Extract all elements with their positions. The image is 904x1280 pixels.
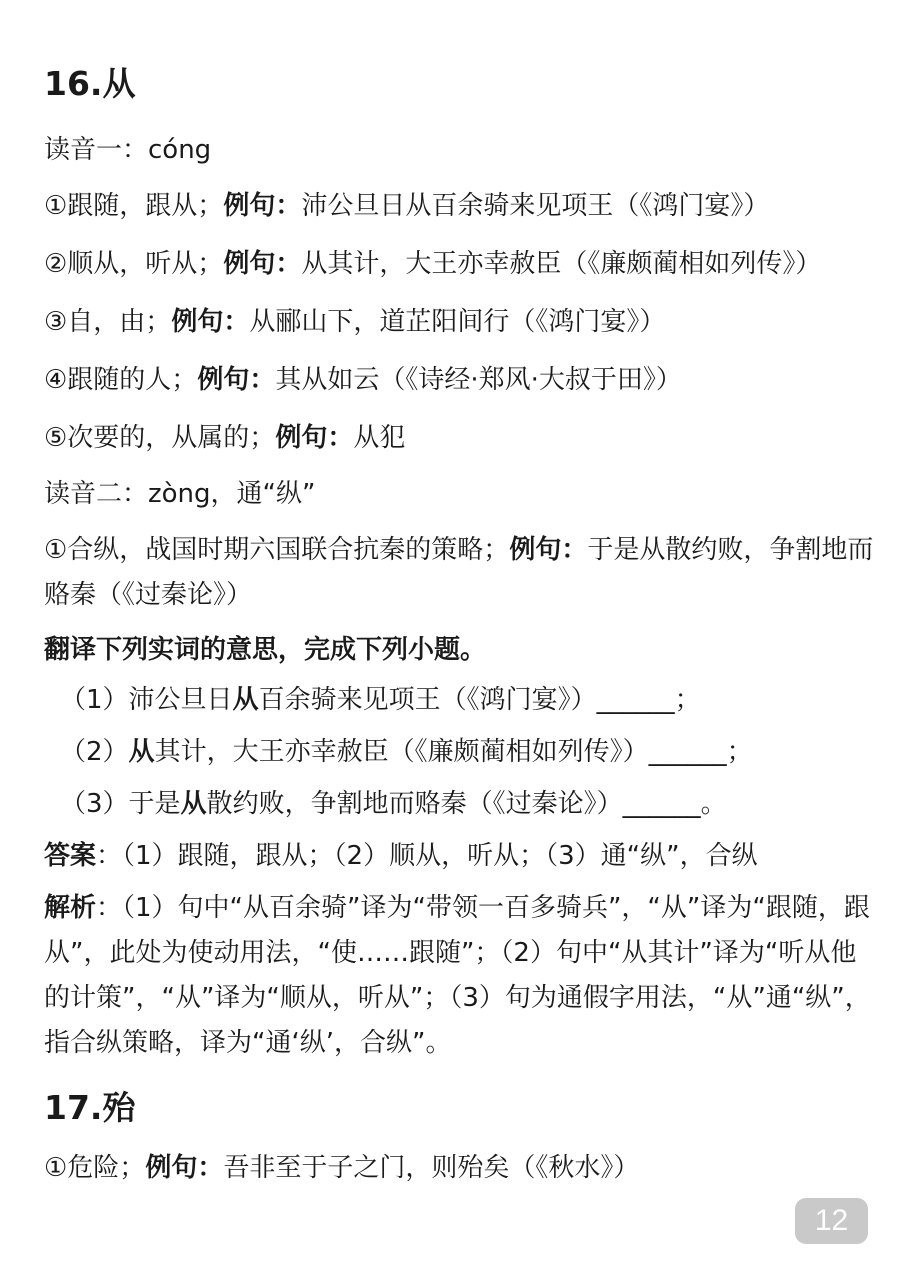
question-pre: （3）于是 (60, 789, 181, 819)
meaning-item (44, 242, 821, 286)
meaning-item (44, 358, 682, 402)
question-pre: （1）沛公旦日 (60, 685, 233, 715)
meaning-text: ⑤次要的，从属的； (44, 423, 276, 453)
question-keyword: 从 (128, 737, 155, 767)
meaning-text: ②顺从，听从； (44, 249, 224, 279)
question-post: 其计，大王亦幸赦臣（《廉颇蔺相如列传》）______； (154, 737, 753, 767)
meaning-text: ①危险； (44, 1153, 146, 1183)
meaning-item (44, 300, 665, 344)
example-label: 例句： (509, 535, 588, 565)
reading-2: 读音二：zòng，通“纵” (44, 479, 316, 509)
meaning-item (44, 416, 405, 460)
example-text: 从犯 (353, 423, 406, 453)
example-label: 例句： (171, 307, 250, 337)
answer (44, 834, 758, 878)
example-text: 吾非至于子之门，则殆矣（《秋水》） (223, 1153, 640, 1183)
meaning-text: ①合纵，战国时期六国联合抗秦的策略； (44, 535, 510, 565)
meaning-item (44, 184, 769, 228)
example-text: 于是从散约败，争割地而赂秦（《过秦论》） (44, 535, 874, 610)
example-text: 从其计，大王亦幸赦臣（《廉颇蔺相如列传》） (301, 249, 822, 279)
question-item (60, 782, 727, 826)
section-16-title: 16.从 (44, 64, 136, 103)
question-item (60, 678, 701, 722)
example-text: 其从如云（《诗经·郑风·大叔于田》） (275, 365, 682, 395)
example-label: 例句： (145, 1153, 224, 1183)
question-keyword: 从 (232, 685, 259, 715)
answer-text: ：（1）跟随，跟从；（2）顺从，听从；（3）通“纵”，合纵 (96, 841, 758, 871)
meaning-text: ④跟随的人； (44, 365, 198, 395)
analysis (44, 886, 874, 1066)
exercise-title: 翻译下列实词的意思，完成下列小题。 (44, 635, 487, 665)
question-keyword: 从 (180, 789, 207, 819)
analysis-text: ：（1）句中“从百余骑”译为“带领一百多骑兵”，“从”译为“跟随，跟从”，此处为使动用法，“使……跟随”；（2）句中“从其计”译为“听从他的计策”，“从”译为“顺从，听从”；（3）句为通假字用法，“从”通“纵”，指合纵策略，译为“通‘纵’，合纵”。 (44, 893, 871, 1058)
example-label: 例句： (223, 191, 302, 221)
meaning-item-zong (44, 528, 874, 618)
reading-1: 读音一：cóng (44, 135, 212, 165)
analysis-label: 解析 (44, 893, 97, 923)
section-17-title: 17.殆 (44, 1088, 136, 1127)
example-text: 沛公旦日从百余骑来见项王（《鸿门宴》） (301, 191, 770, 221)
meaning-text: ③自，由； (44, 307, 172, 337)
meaning-text: ①跟随，跟从； (44, 191, 224, 221)
question-post: 散约败，争割地而赂秦（《过秦论》）______。 (206, 789, 727, 819)
example-label: 例句： (275, 423, 354, 453)
example-label: 例句： (197, 365, 276, 395)
page-number-badge: 12 (795, 1198, 868, 1244)
meaning-item (44, 1146, 639, 1190)
question-post: 百余骑来见项王（《鸿门宴》）______； (258, 685, 701, 715)
question-item (60, 730, 753, 774)
example-text: 从郦山下，道芷阳间行（《鸿门宴》） (249, 307, 666, 337)
example-label: 例句： (223, 249, 302, 279)
question-pre: （2） (60, 737, 129, 767)
answer-label: 答案 (44, 841, 97, 871)
